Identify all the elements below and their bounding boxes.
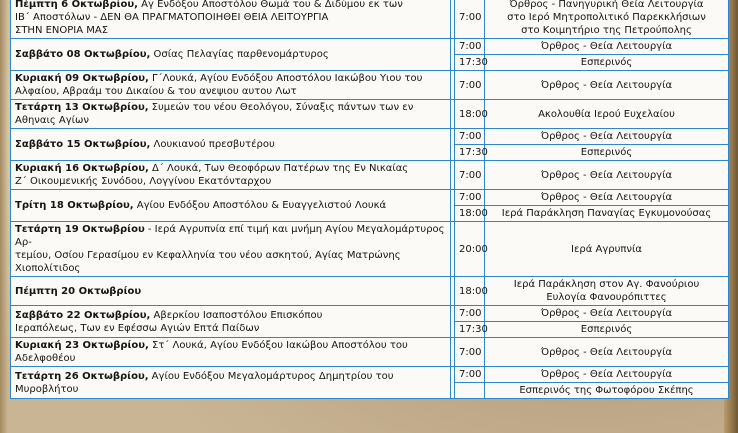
event-day: Σαββάτο 15 Οκτωβρίου,: [15, 139, 151, 150]
event-description-line: ΙΒ΄ Αποστόλων - ΔΕΝ ΘΑ ΠΡΑΓΜΑΤΟΠΟΙΗΘΕΙ ΘΕΙΑ ΛΕΙΤΟΥΡΓΙΑ: [15, 12, 329, 23]
event-description-line: Αβερκίου Ισαποστόλου Επισκόπου: [150, 309, 323, 321]
event-day: Σαββάτο 08 Οκτωβρίου,: [15, 49, 151, 60]
event-description: [11, 161, 451, 190]
event-description-line: Αγίου Ενδόξου Αποστόλου & Ευαγγελιστού Λουκά: [133, 200, 387, 211]
service-name-line: Όρθρος - Θεία Λειτουργία: [540, 369, 673, 380]
service-time: 7:00: [455, 129, 485, 145]
event-description-line: Ζ΄ Οικουμενικής Συνόδου, Λογγίνου Εκατόνταρχου: [15, 176, 272, 187]
service-time: 18:00: [455, 206, 485, 222]
event-description: [11, 277, 451, 306]
event-day: Κυριακή 09 Οκτωβρίου,: [15, 73, 149, 84]
service-time: 7:00: [455, 190, 485, 206]
event-day: Τετάρτη 13 Οκτωβρίου,: [15, 102, 149, 113]
service-name-line: στο Κοιμητήριο της Πετρούπολης: [521, 25, 692, 36]
event-description: [11, 222, 451, 277]
service-time: 7:00: [455, 39, 485, 55]
schedule-row: [11, 306, 729, 322]
event-description-line: Αγίου Ενδόξου Μεγαλομάρτυρος Δημητρίου του Μυροβλήτου: [15, 370, 394, 395]
service-name: [485, 129, 729, 145]
event-day: Τρίτη 18 Οκτωβρίου,: [15, 200, 134, 211]
service-name: [485, 322, 729, 338]
schedule-row: [11, 161, 729, 190]
event-description-line: Στ΄ Λουκά, Αγίου Ενδόξου Ιακώβου Αποστόλου του: [148, 340, 408, 351]
event-description-line: Συμεών του νέου Θεολόγου, Σύναξις πάντων των εν: [148, 102, 414, 113]
service-name-line: Όρθρος - Θεία Λειτουργία: [540, 192, 673, 203]
event-description: [11, 367, 451, 399]
event-day: Σαββάτο 22 Οκτωβρίου,: [15, 309, 151, 321]
event-description-line: Λουκιανού πρεσβυτέρου: [150, 139, 275, 150]
service-name: [485, 71, 729, 100]
service-name-line: Όρθρος - Πανηγυρική Θεία Λειτουργία: [509, 0, 704, 10]
event-description-line: ΣΤΗΝ ΕΝΟΡΙΑ ΜΑΣ: [15, 25, 109, 36]
service-name: [485, 0, 729, 39]
schedule-row: [11, 71, 729, 100]
service-name: [485, 190, 729, 206]
service-time: 7:00: [455, 71, 485, 100]
event-day: Κυριακή 16 Οκτωβρίου,: [15, 163, 149, 174]
schedule-row: [11, 0, 729, 39]
event-description: [11, 129, 451, 161]
service-time: [455, 383, 485, 399]
service-time: 7:00: [455, 306, 485, 322]
service-name-line: Ιερά Αγρυπνία: [571, 243, 642, 255]
service-name-line: Όρθρος - Θεία Λειτουργία: [540, 308, 673, 319]
service-name: [485, 222, 729, 277]
event-day: Κυριακή 23 Οκτωβρίου,: [15, 340, 149, 351]
service-name-line: Ιερά Παράκληση Παναγίας Εγκυμονούσας: [501, 208, 712, 219]
service-name-line: Ευλογία Φανουρόπιττες: [546, 292, 667, 303]
service-name: [485, 145, 729, 161]
event-day: Τετάρτη 26 Οκτωβρίου,: [15, 370, 149, 382]
service-time: 7:00: [455, 367, 485, 383]
service-name-line: Εσπερινός: [580, 147, 633, 158]
schedule-row: [11, 222, 729, 277]
event-description-line: Αγ Ενδόξου Αποστόλου Θωμά του & Διδύμου εκ των: [137, 0, 403, 10]
event-description-line: Γ΄Λουκά, Αγίου Ενδόξου Αποστόλου Ιακώβου Υιου του: [148, 73, 423, 84]
service-name-line: Όρθρος - Θεία Λειτουργία: [540, 79, 673, 91]
schedule-row: [11, 367, 729, 383]
service-name-line: Εσπερινός: [580, 324, 633, 335]
service-name: [485, 338, 729, 367]
event-description-line: Αδελφοθέου: [15, 353, 76, 364]
event-description-line: τεμίου, Οσίου Γερασίμου εν Κεφαλληνία του νέου ασκητού, Αγίας Ματρώνης Χιοπολίτιδος: [15, 250, 401, 274]
service-name: [485, 161, 729, 190]
service-name: [485, 55, 729, 71]
event-description: [11, 39, 451, 71]
event-description: [11, 306, 451, 338]
schedule-row: [11, 100, 729, 129]
service-name-line: Όρθρος - Θεία Λειτουργία: [540, 41, 673, 52]
service-name-line: Όρθρος - Θεία Λειτουργία: [540, 169, 673, 181]
event-day: Τετάρτη 19 Οκτωβρίου: [15, 224, 145, 235]
service-name-line: στο Ιερό Μητροπολιτικό Παρεκκλήσιων: [507, 12, 706, 23]
services-schedule-table: [10, 0, 729, 399]
event-description-line: Αθηναις Αγίων: [15, 115, 90, 126]
service-name-line: Όρθρος - Θεία Λειτουργία: [540, 346, 673, 358]
event-description-line: - Ιερά Αγρυπνία επί τιμή και μνήμη Αγίου Μεγαλομάρτυρος Αρ-: [15, 224, 445, 248]
service-name-line: Εσπερινός της Φωτοφόρου Σκέπης: [519, 385, 694, 396]
parchment-edge-left: [0, 0, 8, 433]
event-description-line: Ιεραπόλεως, Των εν Εφέσσω Αγιών Επτά Παίδων: [15, 322, 260, 334]
event-description-line: Δ΄ Λουκά, Των Θεοφόρων Πατέρων της Εν Νικαίας: [148, 163, 409, 174]
service-name: [485, 100, 729, 129]
service-time: 7:00: [455, 338, 485, 367]
service-name: [485, 306, 729, 322]
event-description-line: Οσίας Πελαγίας παρθενομάρτυρος: [150, 49, 329, 60]
service-name: [485, 383, 729, 399]
event-description: [11, 190, 451, 222]
schedule-row: [11, 190, 729, 206]
schedule-row: [11, 338, 729, 367]
schedule-row: [11, 129, 729, 145]
service-name: [485, 277, 729, 306]
service-time: 17:30: [455, 322, 485, 338]
service-name-line: Ακολουθία Ιερού Ευχελαίου: [538, 108, 675, 120]
event-day: Πέμπτη 6 Οκτωβρίου,: [15, 0, 138, 10]
service-name: [485, 367, 729, 383]
service-time: 20:00: [455, 222, 485, 277]
schedule-row: [11, 277, 729, 306]
service-time: 17:30: [455, 55, 485, 71]
service-name: [485, 39, 729, 55]
event-day: Πέμπτη 20 Οκτωβρίου: [15, 285, 142, 297]
service-name-line: Όρθρος - Θεία Λειτουργία: [540, 131, 673, 142]
event-description: [11, 100, 451, 129]
event-description: [11, 338, 451, 367]
service-name-line: Ιερά Παράκληση στον Αγ. Φανούριου: [513, 279, 700, 290]
service-name: [485, 206, 729, 222]
service-name-line: Εσπερινός: [580, 57, 633, 68]
event-description: [11, 0, 451, 39]
service-time: 17:30: [455, 145, 485, 161]
service-time: 7:00: [455, 0, 485, 39]
schedule-row: [11, 39, 729, 55]
service-time: 18:00: [455, 100, 485, 129]
event-description-line: Αλφαίου, Αβραάμ του Δικαίου & του ανεψιου αυτου Λωτ: [15, 86, 297, 97]
event-description: [11, 71, 451, 100]
service-time: 18:00: [455, 277, 485, 306]
service-time: 7:00: [455, 161, 485, 190]
